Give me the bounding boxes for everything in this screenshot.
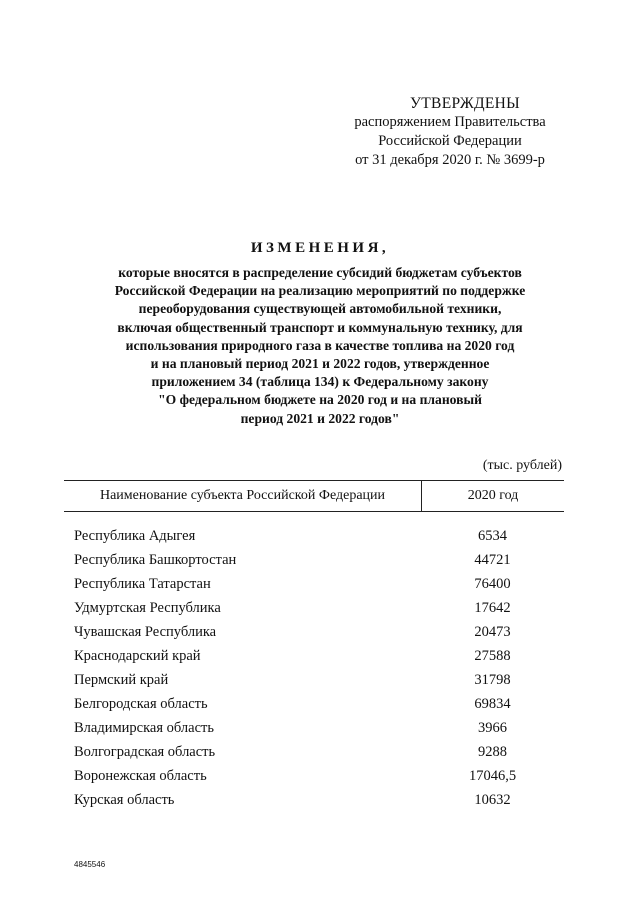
subsidy-value: 20473 <box>474 623 511 640</box>
table-row <box>74 716 564 740</box>
subsidy-value: 69834 <box>474 695 511 712</box>
region-name: Курская область <box>74 791 175 808</box>
subsidy-value: 31798 <box>474 671 511 688</box>
table-row <box>74 596 564 620</box>
subtitle-line: и на плановый период 2021 и 2022 годов, утвержденное <box>150 356 490 372</box>
approval-line-3: от 31 декабря 2020 г. № 3699-р <box>355 152 545 168</box>
region-name: Чувашская Республика <box>74 623 217 640</box>
column-header-region: Наименование субъекта Российской Федерации <box>64 481 422 511</box>
subtitle-line: Российской Федерации на реализацию мероприятий по поддержке <box>114 283 526 299</box>
table-row <box>74 692 564 716</box>
region-name: Краснодарский край <box>74 647 201 664</box>
region-name: Владимирская область <box>74 719 214 736</box>
region-name: Волгоградская область <box>74 743 216 760</box>
subtitle-line: "О федеральном бюджете на 2020 год и на плановый <box>158 392 482 408</box>
table-row <box>74 764 564 788</box>
table-body <box>74 524 564 812</box>
region-name: Республика Татарстан <box>74 575 211 592</box>
document-subtitle <box>60 264 580 428</box>
units-label: (тыс. рублей) <box>482 458 562 473</box>
subtitle-line: использования природного газа в качестве топлива на 2020 год <box>125 337 515 353</box>
approval-heading: УТВЕРЖДЕНЫ <box>410 95 520 112</box>
subsidy-value: 10632 <box>474 791 511 808</box>
subtitle-line: включая общественный транспорт и коммунальную технику, для <box>117 319 523 335</box>
table-row <box>74 620 564 644</box>
region-name: Республика Башкортостан <box>74 551 237 568</box>
table-row <box>74 668 564 692</box>
table-row <box>74 548 564 572</box>
table-header <box>64 480 564 512</box>
approval-line-1: распоряжением Правительства <box>354 114 546 130</box>
column-header-year: 2020 год <box>467 488 519 503</box>
subtitle-line: период 2021 и 2022 годов" <box>240 410 400 426</box>
document-code: 4845546 <box>74 860 106 869</box>
subsidy-value: 44721 <box>474 551 511 568</box>
region-name: Республика Адыгея <box>74 527 196 544</box>
subsidy-value: 27588 <box>474 647 511 664</box>
subsidy-value: 17046,5 <box>468 767 517 784</box>
subsidy-value: 17642 <box>474 599 511 616</box>
subtitle-line: приложением 34 (таблица 134) к Федеральному закону <box>151 374 489 390</box>
subsidy-value: 76400 <box>474 575 511 592</box>
region-name: Пермский край <box>74 671 169 688</box>
document-title: ИЗМЕНЕНИЯ, <box>250 240 390 256</box>
subsidy-value: 9288 <box>478 743 507 760</box>
region-name: Белгородская область <box>74 695 208 712</box>
region-name: Воронежская область <box>74 767 207 784</box>
table-row <box>74 740 564 764</box>
subsidy-value: 3966 <box>478 719 507 736</box>
table-row <box>74 788 564 812</box>
approval-line-2: Российской Федерации <box>378 133 522 149</box>
subtitle-line: переоборудования существующей автомобильной техники, <box>138 301 502 317</box>
table-row <box>74 524 564 548</box>
approval-stamp <box>330 94 570 170</box>
table-row <box>74 572 564 596</box>
table-row <box>74 644 564 668</box>
subsidy-value: 6534 <box>478 527 507 544</box>
subtitle-line: которые вносятся в распределение субсидий бюджетам субъектов <box>118 265 522 280</box>
region-name: Удмуртская Республика <box>74 599 221 616</box>
